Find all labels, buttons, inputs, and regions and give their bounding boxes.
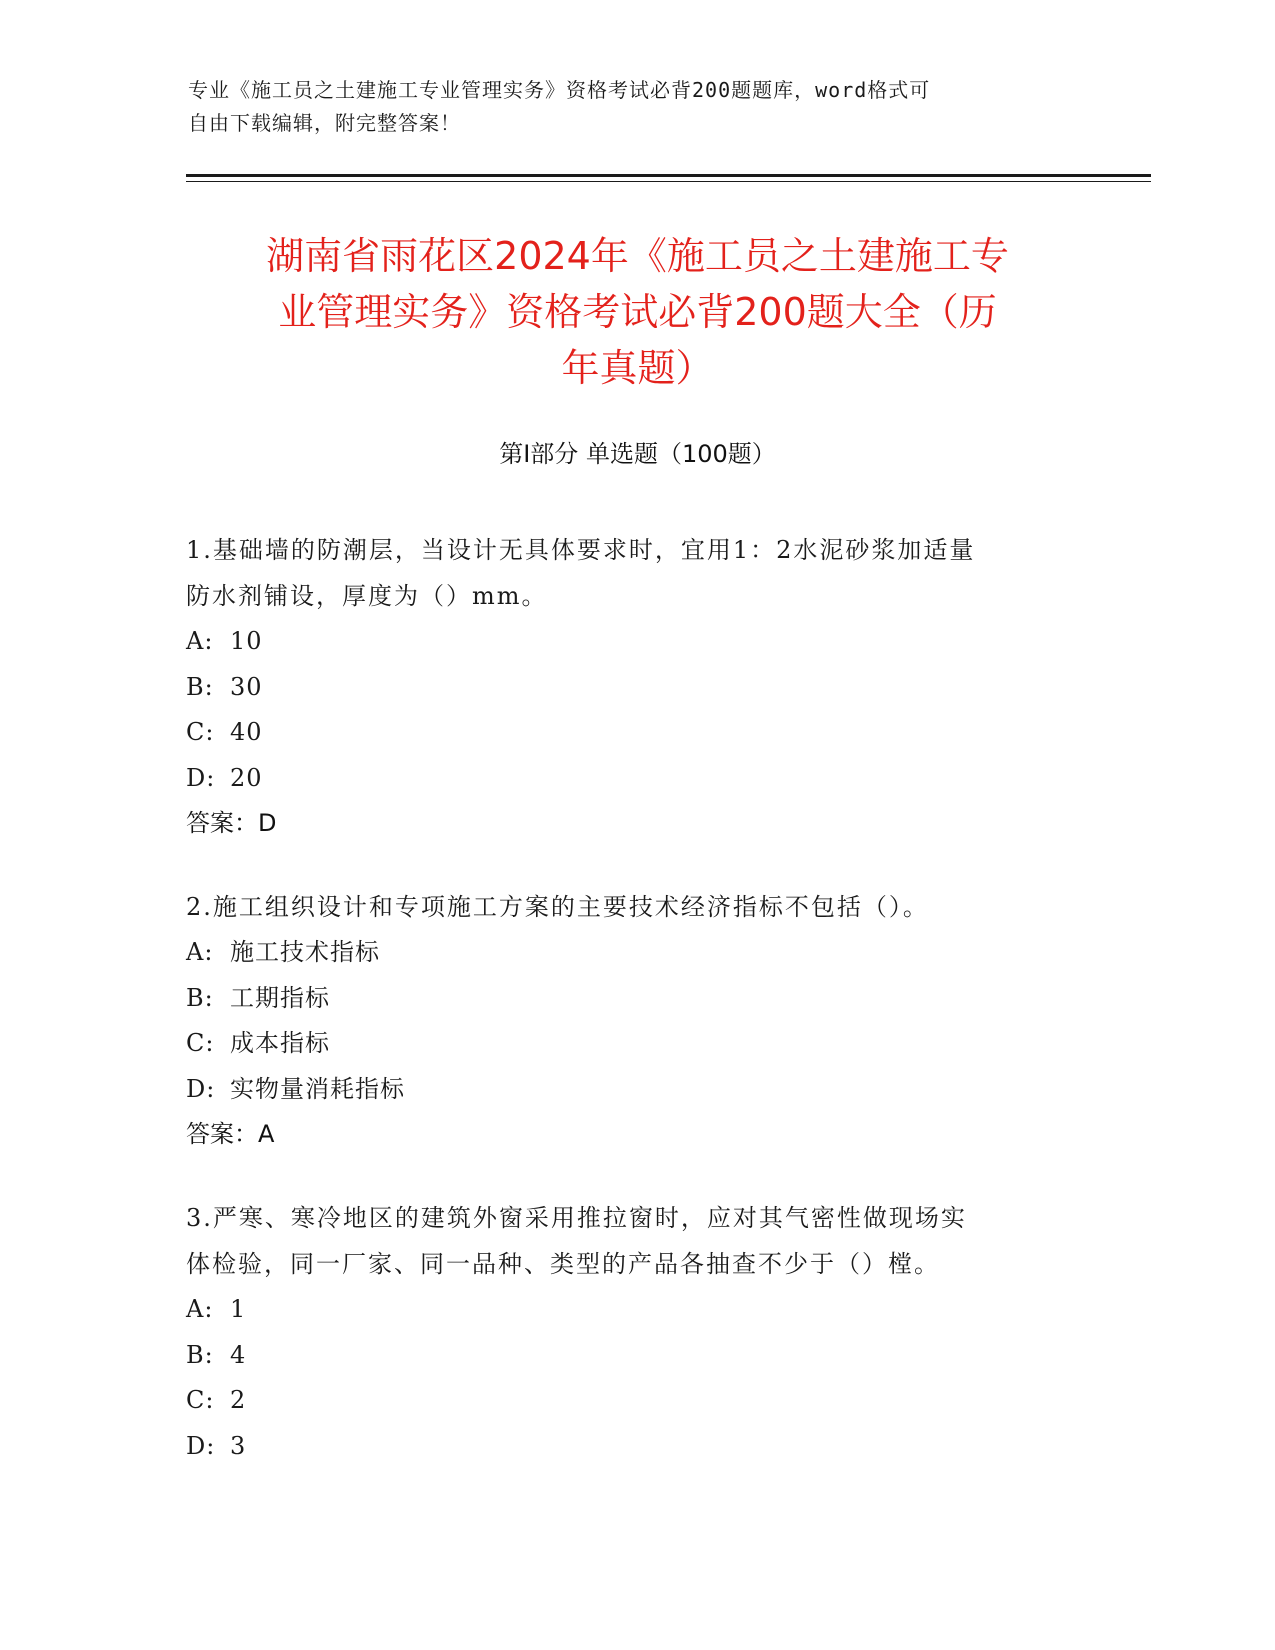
option-letter: C: xyxy=(186,718,215,746)
option-b xyxy=(186,665,1086,711)
option-a xyxy=(186,930,1086,976)
option-b xyxy=(186,1333,1086,1379)
option-letter: B: xyxy=(186,1340,214,1369)
option-text: 40 xyxy=(230,718,263,746)
option-text: 30 xyxy=(230,672,263,701)
question-stem-line: 3.严寒、寒冷地区的建筑外窗采用推拉窗时，应对其气密性做现场实 xyxy=(186,1204,967,1232)
header-note-line-1: 专业《施工员之土建施工专业管理实务》资格考试必背200题题库，word格式可 xyxy=(188,78,931,102)
answer-label: 答案：D xyxy=(186,809,277,837)
option-letter: A: xyxy=(186,627,214,655)
option-letter: A: xyxy=(186,1295,214,1323)
option-letter: B: xyxy=(186,672,214,701)
question-stem-line: 体检验，同一厂家、同一品种、类型的产品各抽查不少于（）樘。 xyxy=(186,1250,940,1278)
option-letter: D: xyxy=(186,763,216,792)
option-text: 3 xyxy=(230,1431,247,1460)
option-letter: C: xyxy=(186,1386,215,1414)
header-rule-thin xyxy=(186,181,1151,182)
header-rule-thick xyxy=(186,174,1151,177)
option-c xyxy=(186,1021,1086,1067)
question-stem-line: 防水剂铺设，厚度为（）mm。 xyxy=(186,582,548,610)
option-a xyxy=(186,619,1086,665)
question-1 xyxy=(186,527,1086,846)
option-text: 实物量消耗指标 xyxy=(230,1074,405,1103)
option-d xyxy=(186,1067,1086,1113)
document-title-line-2: 业管理实务》资格考试必背200题大全（历 xyxy=(278,290,997,334)
section-title: 第Ⅰ部分 单选题（100题） xyxy=(499,440,776,468)
option-text: 2 xyxy=(230,1386,247,1414)
option-d xyxy=(186,1424,1086,1470)
header-note-line-2: 自由下载编辑，附完整答案！ xyxy=(188,111,461,135)
option-a xyxy=(186,1287,1086,1333)
document-title-line-1: 湖南省雨花区2024年《施工员之土建施工专 xyxy=(266,234,1009,278)
option-text: 10 xyxy=(230,627,263,655)
option-c xyxy=(186,1378,1086,1424)
question-stem-line: 1.基础墙的防潮层，当设计无具体要求时，宜用1：2水泥砂浆加适量 xyxy=(186,536,976,564)
option-text: 工期指标 xyxy=(230,983,330,1012)
document-title xyxy=(170,228,1105,396)
header-note xyxy=(188,74,1068,140)
option-text: 1 xyxy=(230,1295,247,1323)
option-letter: D: xyxy=(186,1431,216,1460)
question-list xyxy=(186,527,1086,1507)
question-3 xyxy=(186,1195,1086,1469)
option-letter: C: xyxy=(186,1029,215,1057)
option-c xyxy=(186,710,1086,756)
option-text: 施工技术指标 xyxy=(230,938,380,966)
option-text: 成本指标 xyxy=(230,1029,330,1057)
option-letter: D: xyxy=(186,1074,216,1103)
document-title-line-3: 年真题） xyxy=(561,346,714,390)
option-d xyxy=(186,756,1086,802)
question-2 xyxy=(186,884,1086,1157)
option-text: 20 xyxy=(230,763,263,792)
option-letter: A: xyxy=(186,938,214,966)
answer-label: 答案：A xyxy=(186,1120,275,1148)
option-letter: B: xyxy=(186,983,214,1012)
option-b xyxy=(186,976,1086,1022)
question-stem-line: 2.施工组织设计和专项施工方案的主要技术经济指标不包括（）。 xyxy=(186,893,929,921)
option-text: 4 xyxy=(230,1340,247,1369)
